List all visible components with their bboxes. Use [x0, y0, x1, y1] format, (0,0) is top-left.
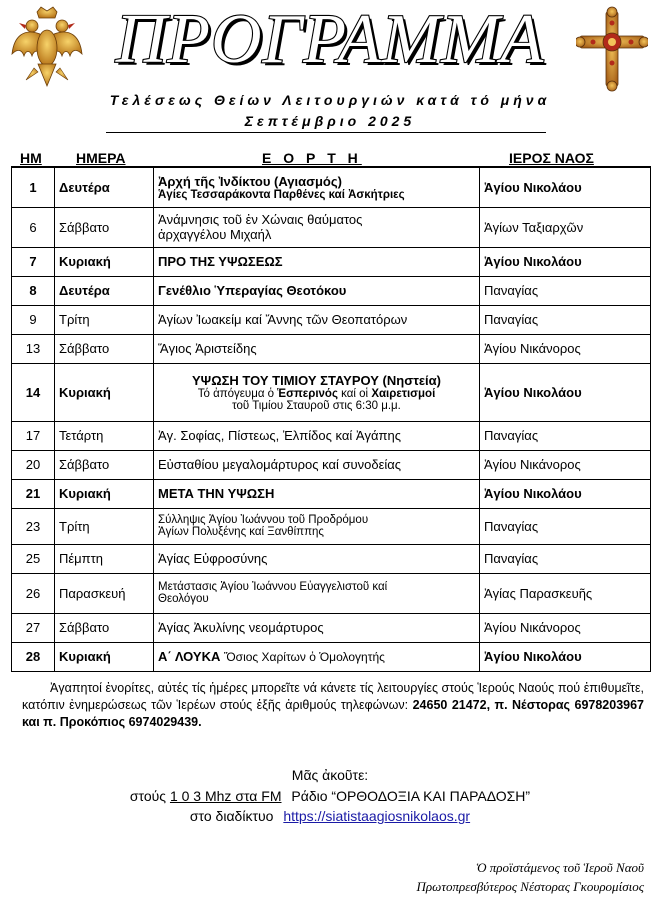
table-row — [12, 207, 651, 247]
page-title: ΠΡΟΓΡΑΜΜΑ — [115, 1, 545, 78]
feast-title: Ἀνάμνησις τοῦ ἐν Χώναις θαύματος — [158, 212, 363, 227]
church-cell: Ἁγίου Νικολάου — [480, 642, 651, 671]
table-row — [12, 276, 651, 305]
table-row — [12, 450, 651, 479]
feast-title: Μετάστασις Ἁγίου Ἰωάννου Εὐαγγελιστοῦ καί — [158, 581, 388, 593]
feast-cell: Ἁγίας Ἀκυλίνης νεομάρτυρος — [154, 613, 480, 642]
table-row — [12, 573, 651, 613]
column-church: ΙΕΡΟΣ ΝΑΟΣ — [509, 150, 594, 166]
church-cell: Ἁγίου Νικάνορος — [480, 613, 651, 642]
feast-cell — [154, 642, 480, 671]
header-divider — [106, 132, 546, 133]
web-prefix: στο διαδίκτυο — [189, 808, 274, 824]
weekday-cell: Σάββατο — [55, 334, 154, 363]
church-cell: Ἁγίου Νικολάου — [480, 479, 651, 508]
website-link[interactable]: https://siatistaagiosnikolaos.gr — [283, 808, 471, 824]
feast-title: ΥΨΩΣΗ ΤΟΥ ΤΙΜΙΟΥ ΣΤΑΥΡΟΥ (Νηστεία) — [192, 372, 441, 388]
table-row — [12, 247, 651, 276]
note-text: Τό ἀπόγευμα ὁ — [197, 387, 275, 400]
feast-title: Ἀρχή τῆς Ἰνδίκτου (Αγιασμός) — [158, 173, 342, 189]
church-cell: Ἁγίου Νικολάου — [480, 167, 651, 207]
day-cell: 25 — [12, 544, 55, 573]
column-feast: Ε Ο Ρ Τ Η — [262, 150, 362, 166]
day-cell: 26 — [12, 573, 55, 613]
church-cell: Ἁγίου Νικολάου — [480, 247, 651, 276]
feast-cell — [154, 363, 480, 421]
table-row — [12, 167, 651, 207]
feast-cell: Γενέθλιο Ὑπεραγίας Θεοτόκου — [154, 276, 480, 305]
signature-name: Πρωτοπρεσβύτερος Νέστορας Γκουρομίσιος — [416, 879, 644, 894]
church-cell: Παναγίας — [480, 421, 651, 450]
table-row — [12, 334, 651, 363]
table-row — [12, 363, 651, 421]
day-cell: 27 — [12, 613, 55, 642]
weekday-cell: Κυριακή — [55, 642, 154, 671]
feast-cell — [154, 167, 480, 207]
feast-cell — [154, 207, 480, 247]
feast-cell: Εὐσταθίου μεγαλομάρτυρος καί συνοδείας — [154, 450, 480, 479]
feast-title: Σύλληψις Ἁγίου Ἰωάννου τοῦ Προδρόμου — [158, 514, 369, 526]
day-cell: 17 — [12, 421, 55, 450]
church-cell: Παναγίας — [480, 305, 651, 334]
day-cell: 7 — [12, 247, 55, 276]
weekday-cell: Σάββατο — [55, 207, 154, 247]
weekday-cell: Τρίτη — [55, 305, 154, 334]
day-cell: 28 — [12, 642, 55, 671]
feast-cell: ΠΡΟ ΤΗΣ ΥΨΩΣΕΩΣ — [154, 247, 480, 276]
church-cell: Ἁγίων Ταξιαρχῶν — [480, 207, 651, 247]
feast-title: Α΄ ΛΟΥΚΑ — [158, 649, 221, 664]
note-bold: Ἑσπερινός — [277, 387, 338, 400]
note-bold: Χαιρετισμοί — [371, 387, 436, 400]
day-cell: 8 — [12, 276, 55, 305]
listen-heading: Μᾶς ἀκοῦτε: — [291, 767, 369, 783]
day-cell: 9 — [12, 305, 55, 334]
church-cell: Ἁγίου Νικολάου — [480, 363, 651, 421]
notice-phones: 24650 21472, π. Νέστορας 6978203967 και π. Προκόπιος 6974029439. — [22, 698, 645, 729]
weekday-cell: Δευτέρα — [55, 276, 154, 305]
church-cell: Ἁγίου Νικάνορος — [480, 334, 651, 363]
radio-frequency: 1 0 3 Mhz στα FM — [169, 788, 282, 804]
church-cell: Παναγίας — [480, 276, 651, 305]
table-row — [12, 508, 651, 544]
weekday-cell: Παρασκευή — [55, 573, 154, 613]
feast-subtitle: Θεολόγου — [158, 593, 209, 605]
church-cell: Ἁγίας Παρασκευῆς — [480, 573, 651, 613]
day-cell: 13 — [12, 334, 55, 363]
feast-subtitle: Ἁγίες Τεσσαράκοντα Παρθένες καί Ἀσκήτριες — [158, 188, 405, 201]
weekday-cell: Κυριακή — [55, 363, 154, 421]
radio-line — [0, 788, 660, 804]
day-cell: 21 — [12, 479, 55, 508]
table-row — [12, 642, 651, 671]
weekday-cell: Σάββατο — [55, 450, 154, 479]
weekday-cell: Κυριακή — [55, 479, 154, 508]
table-row — [12, 421, 651, 450]
church-cell: Παναγίας — [480, 544, 651, 573]
radio-prefix: στούς — [129, 788, 167, 804]
feast-cell: Ἁγ. Σοφίας, Πίστεως, Ἐλπίδος καί Ἀγάπης — [154, 421, 480, 450]
column-weekday: ΗΜΕΡΑ — [76, 150, 126, 166]
notice-paragraph — [22, 680, 644, 731]
day-cell: 1 — [12, 167, 55, 207]
feast-subtitle: Ἁγίων Πολυξένης καί Ξανθίππης — [158, 526, 324, 538]
subtitle: Τελέσεως Θείων Λειτουργιών κατά τό μήνα — [109, 92, 551, 108]
weekday-cell: Τετάρτη — [55, 421, 154, 450]
radio-name: Ράδιο “ΟΡΘΟΔΟΞΙΑ ΚΑΙ ΠΑΡΑΔΟΣΗ” — [291, 788, 531, 804]
feast-cell: ΜΕΤΑ ΤΗΝ ΥΨΩΣΗ — [154, 479, 480, 508]
weekday-cell: Σάββατο — [55, 613, 154, 642]
signature-title: Ὁ προϊστάμενος τοῦ Ἱεροῦ Ναοῦ — [475, 860, 644, 875]
feast-cell: Ἁγίας Εὐφροσύνης — [154, 544, 480, 573]
double-headed-eagle-icon — [10, 6, 84, 92]
feast-cell — [154, 508, 480, 544]
table-row — [12, 479, 651, 508]
day-cell: 6 — [12, 207, 55, 247]
feast-subtitle: ἀρχαγγέλου Μιχαήλ — [158, 227, 272, 242]
feast-extra: Ὅσιος Χαρίτων ὁ Ὁμολογητής — [224, 650, 385, 664]
weekday-cell: Τρίτη — [55, 508, 154, 544]
feast-cell: Ἁγίων Ἰωακείμ καί Ἄννης τῶν Θεοπατόρων — [154, 305, 480, 334]
weekday-cell: Δευτέρα — [55, 167, 154, 207]
feast-cell — [154, 573, 480, 613]
schedule-table — [11, 166, 651, 672]
month-heading: Σεπτέμβριο 2025 — [244, 113, 416, 129]
day-cell: 14 — [12, 363, 55, 421]
table-row — [12, 613, 651, 642]
feast-note-time: τοῦ Τιμίου Σταυροῦ στις 6:30 μ.μ. — [232, 399, 401, 412]
day-cell: 23 — [12, 508, 55, 544]
weekday-cell: Κυριακή — [55, 247, 154, 276]
feast-note — [158, 388, 475, 400]
day-cell: 20 — [12, 450, 55, 479]
table-row — [12, 544, 651, 573]
church-cell: Παναγίας — [480, 508, 651, 544]
cross-icon — [576, 6, 648, 92]
table-row — [12, 305, 651, 334]
feast-cell: Ἅγιος Ἀριστείδης — [154, 334, 480, 363]
note-text: καί οἱ — [341, 387, 369, 400]
weekday-cell: Πέμπτη — [55, 544, 154, 573]
column-day: ΗΜ — [20, 150, 42, 166]
church-cell: Ἁγίου Νικάνορος — [480, 450, 651, 479]
notice-text: Ἀγαπητοί ἐνορίτες, αὐτές τίς ἡμέρες μπορεῖτε νά κάνετε τίς λειτουργίες στούς Ἱερούς Ναούς πού ἐπιθυμεῖτε, κατόπιν ἐνημερώσεως τῶν Ἱερέων στούς ἑξῆς ἀριθμούς τηλεφώνων: — [22, 681, 644, 712]
web-line — [0, 808, 660, 824]
